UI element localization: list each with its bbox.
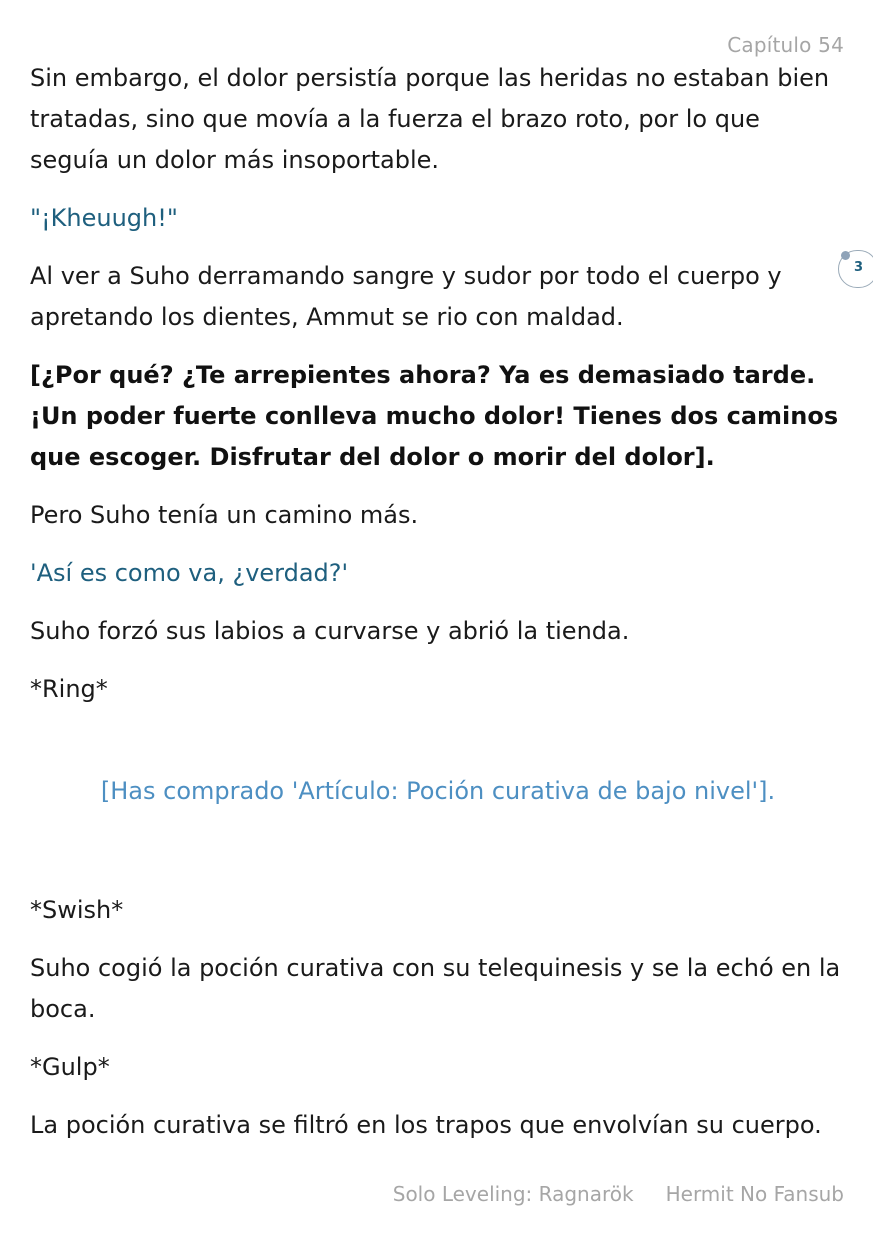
footer bbox=[393, 1182, 844, 1206]
translator-credit: Hermit No Fansub bbox=[665, 1182, 844, 1206]
page-indicator-button[interactable] bbox=[838, 250, 873, 288]
sound-effect: *Gulp* bbox=[30, 1053, 110, 1081]
sound-effect: *Swish* bbox=[30, 896, 124, 924]
paragraph: Sin embargo, el dolor persistía porque las heridas no estaban bien tratadas, sino que movía a la fuerza el brazo roto, por lo que seguía un dolor más insoportable. bbox=[30, 64, 830, 174]
sound-effect: *Ring* bbox=[30, 675, 108, 703]
paragraph: Al ver a Suho derramando sangre y sudor por todo el cuerpo y apretando los dientes, Ammut se rio con maldad. bbox=[30, 262, 782, 331]
system-message: [Has comprado 'Artículo: Poción curativa de bajo nivel']. bbox=[100, 777, 776, 805]
book-title: Solo Leveling: Ragnarök bbox=[392, 1182, 634, 1206]
thought-line: 'Así es como va, ¿verdad?' bbox=[30, 559, 349, 587]
paragraph: Pero Suho tenía un camino más. bbox=[30, 501, 419, 529]
page-number: 3 bbox=[854, 260, 864, 275]
monster-speech: [¿Por qué? ¿Te arrepientes ahora? Ya es demasiado tarde. ¡Un poder fuerte conlleva mucho dolor! Tienes dos caminos que escoger. Disfrutar del dolor o morir del dolor]. bbox=[30, 361, 839, 471]
paragraph: Suho forzó sus labios a curvarse y abrió la tienda. bbox=[30, 617, 630, 645]
chapter-body bbox=[30, 58, 846, 1163]
paragraph: La poción curativa se filtró en los trapos que envolvían su cuerpo. bbox=[30, 1111, 822, 1139]
paragraph: Suho cogió la poción curativa con su telequinesis y se la echó en la boca. bbox=[30, 954, 841, 1023]
chapter-title: Capítulo 54 bbox=[727, 33, 844, 57]
indicator-dot-icon bbox=[841, 251, 850, 260]
dialogue-line: "¡Kheuugh!" bbox=[30, 204, 178, 232]
